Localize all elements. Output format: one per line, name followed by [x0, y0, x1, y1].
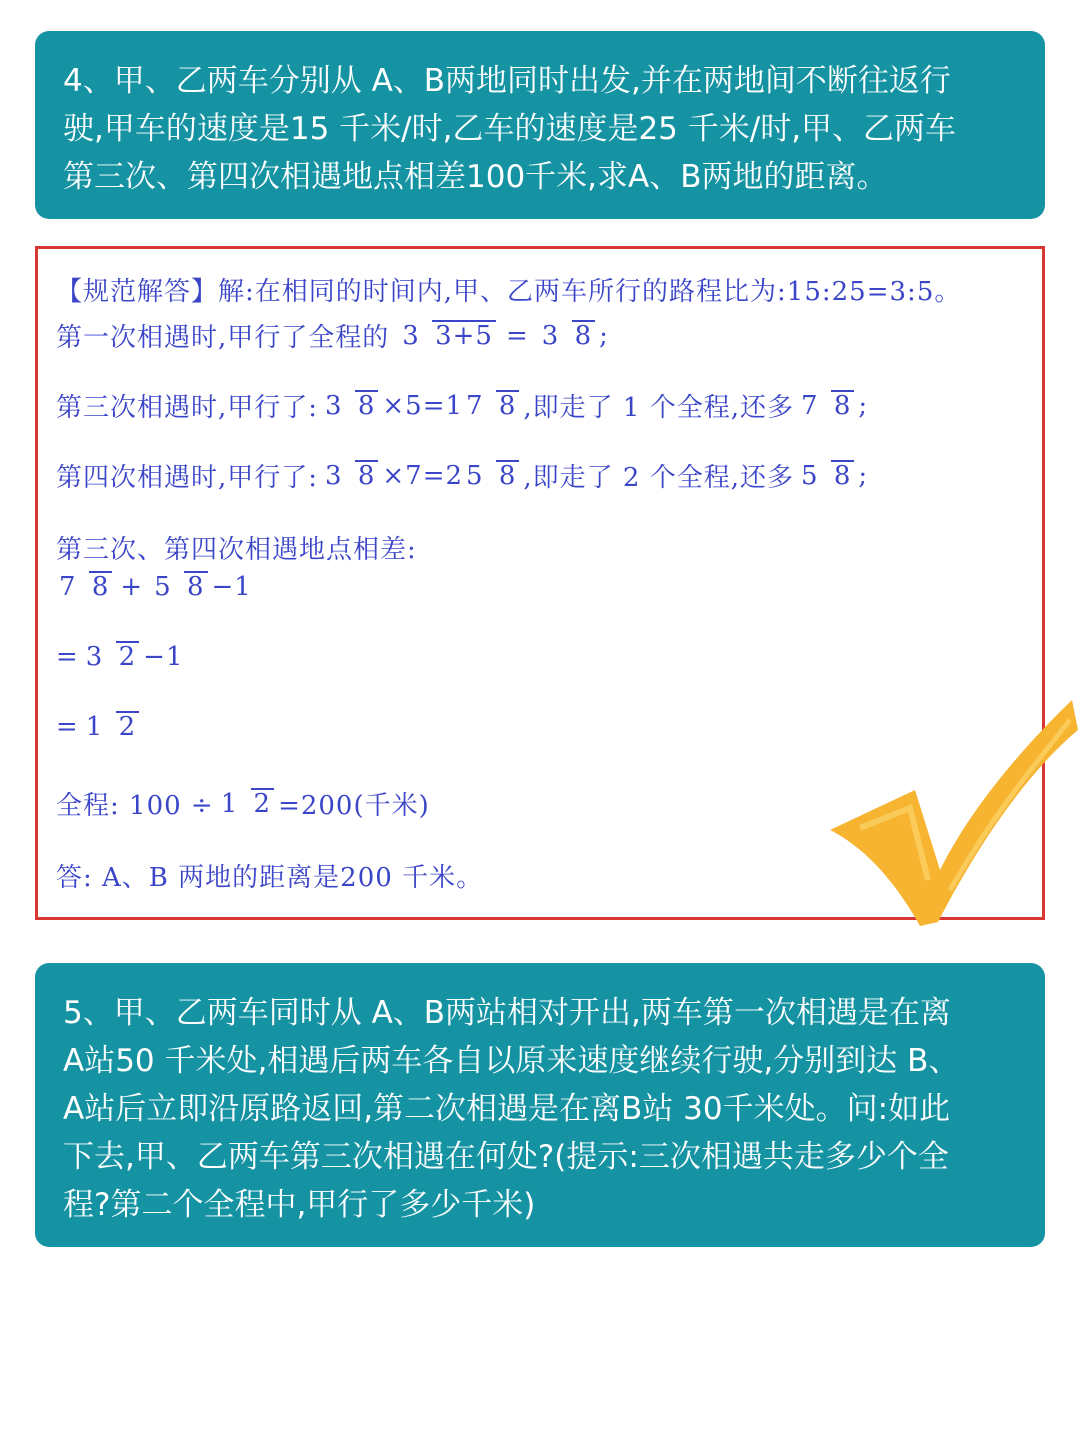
- fraction: 5 8: [151, 571, 207, 603]
- fraction: 3 2: [83, 641, 139, 673]
- fraction: 5 8: [463, 460, 519, 492]
- question-5-line: 5、甲、乙两车同时从 A、B两站相对开出,两车第一次相遇是在离: [63, 995, 951, 1031]
- question-5-line: 下去,甲、乙两车第三次相遇在何处?(提示:三次相遇共走多少个全: [63, 1139, 949, 1175]
- solution-line-2: 第一次相遇时,甲行了全程的 3 3+5 = 3 8 ;: [56, 320, 609, 353]
- fraction: 3 8: [539, 320, 595, 352]
- question-5-line: A站后立即沿原路返回,第二次相遇是在离B站 30千米处。问:如此: [63, 1091, 951, 1127]
- question-5-line: A站50 千米处,相遇后两车各自以原来速度继续行驶,分别到达 B、: [63, 1043, 960, 1079]
- question-5-box: [35, 963, 1045, 1247]
- question-4-line: 第三次、第四次相遇地点相差100千米,求A、B两地的距离。: [63, 159, 888, 195]
- solution-label: 【规范解答】: [56, 277, 219, 307]
- fraction: 3 8: [322, 460, 378, 492]
- solution-line-7: = 3 2 −1: [56, 641, 184, 672]
- solution-line-4: 第四次相遇时,甲行了: 3 8 ×7=2 5 8 ,即走了 2 个全程,还多 5 8 ;: [56, 460, 869, 493]
- question-4-line: 驶,甲车的速度是15 千米/时,乙车的速度是25 千米/时,甲、乙两车: [63, 111, 957, 147]
- fraction: 7 8: [798, 390, 854, 422]
- solution-line-3: 第三次相遇时,甲行了: 3 8 ×5=1 7 8 ,即走了 1 个全程,还多 7 8 ;: [56, 390, 869, 423]
- fraction: 1 2: [218, 788, 274, 820]
- fraction: 1 2: [83, 711, 139, 743]
- fraction: 7 8: [463, 390, 519, 422]
- question-5-line: 程?第二个全程中,甲行了多少千米): [63, 1187, 536, 1223]
- question-4-line: 4、甲、乙两车分别从 A、B两地同时出发,并在两地间不断往返行: [63, 63, 951, 99]
- fraction: 3 3+5: [399, 320, 496, 352]
- solution-line-10: 答: A、B 两地的距离是200 千米。: [56, 863, 484, 893]
- fraction: 3 8: [322, 390, 378, 422]
- fraction: 7 8: [56, 571, 112, 603]
- solution-line-6: 7 8 + 5 8 −1: [56, 571, 252, 603]
- check-mark-icon: [820, 690, 1080, 930]
- fraction: 5 8: [798, 460, 854, 492]
- solution-line-5: 第三次、第四次相遇地点相差:: [56, 535, 417, 565]
- question-4-box: [35, 31, 1045, 219]
- solution-line-1: 【规范解答】 解:在相同的时间内,甲、乙两车所行的路程比为:15:25=3:5。: [56, 271, 961, 308]
- solution-line-9: 全程: 100 ÷ 1 2 =200(千米): [56, 788, 430, 821]
- solution-line-8: = 1 2: [56, 711, 143, 743]
